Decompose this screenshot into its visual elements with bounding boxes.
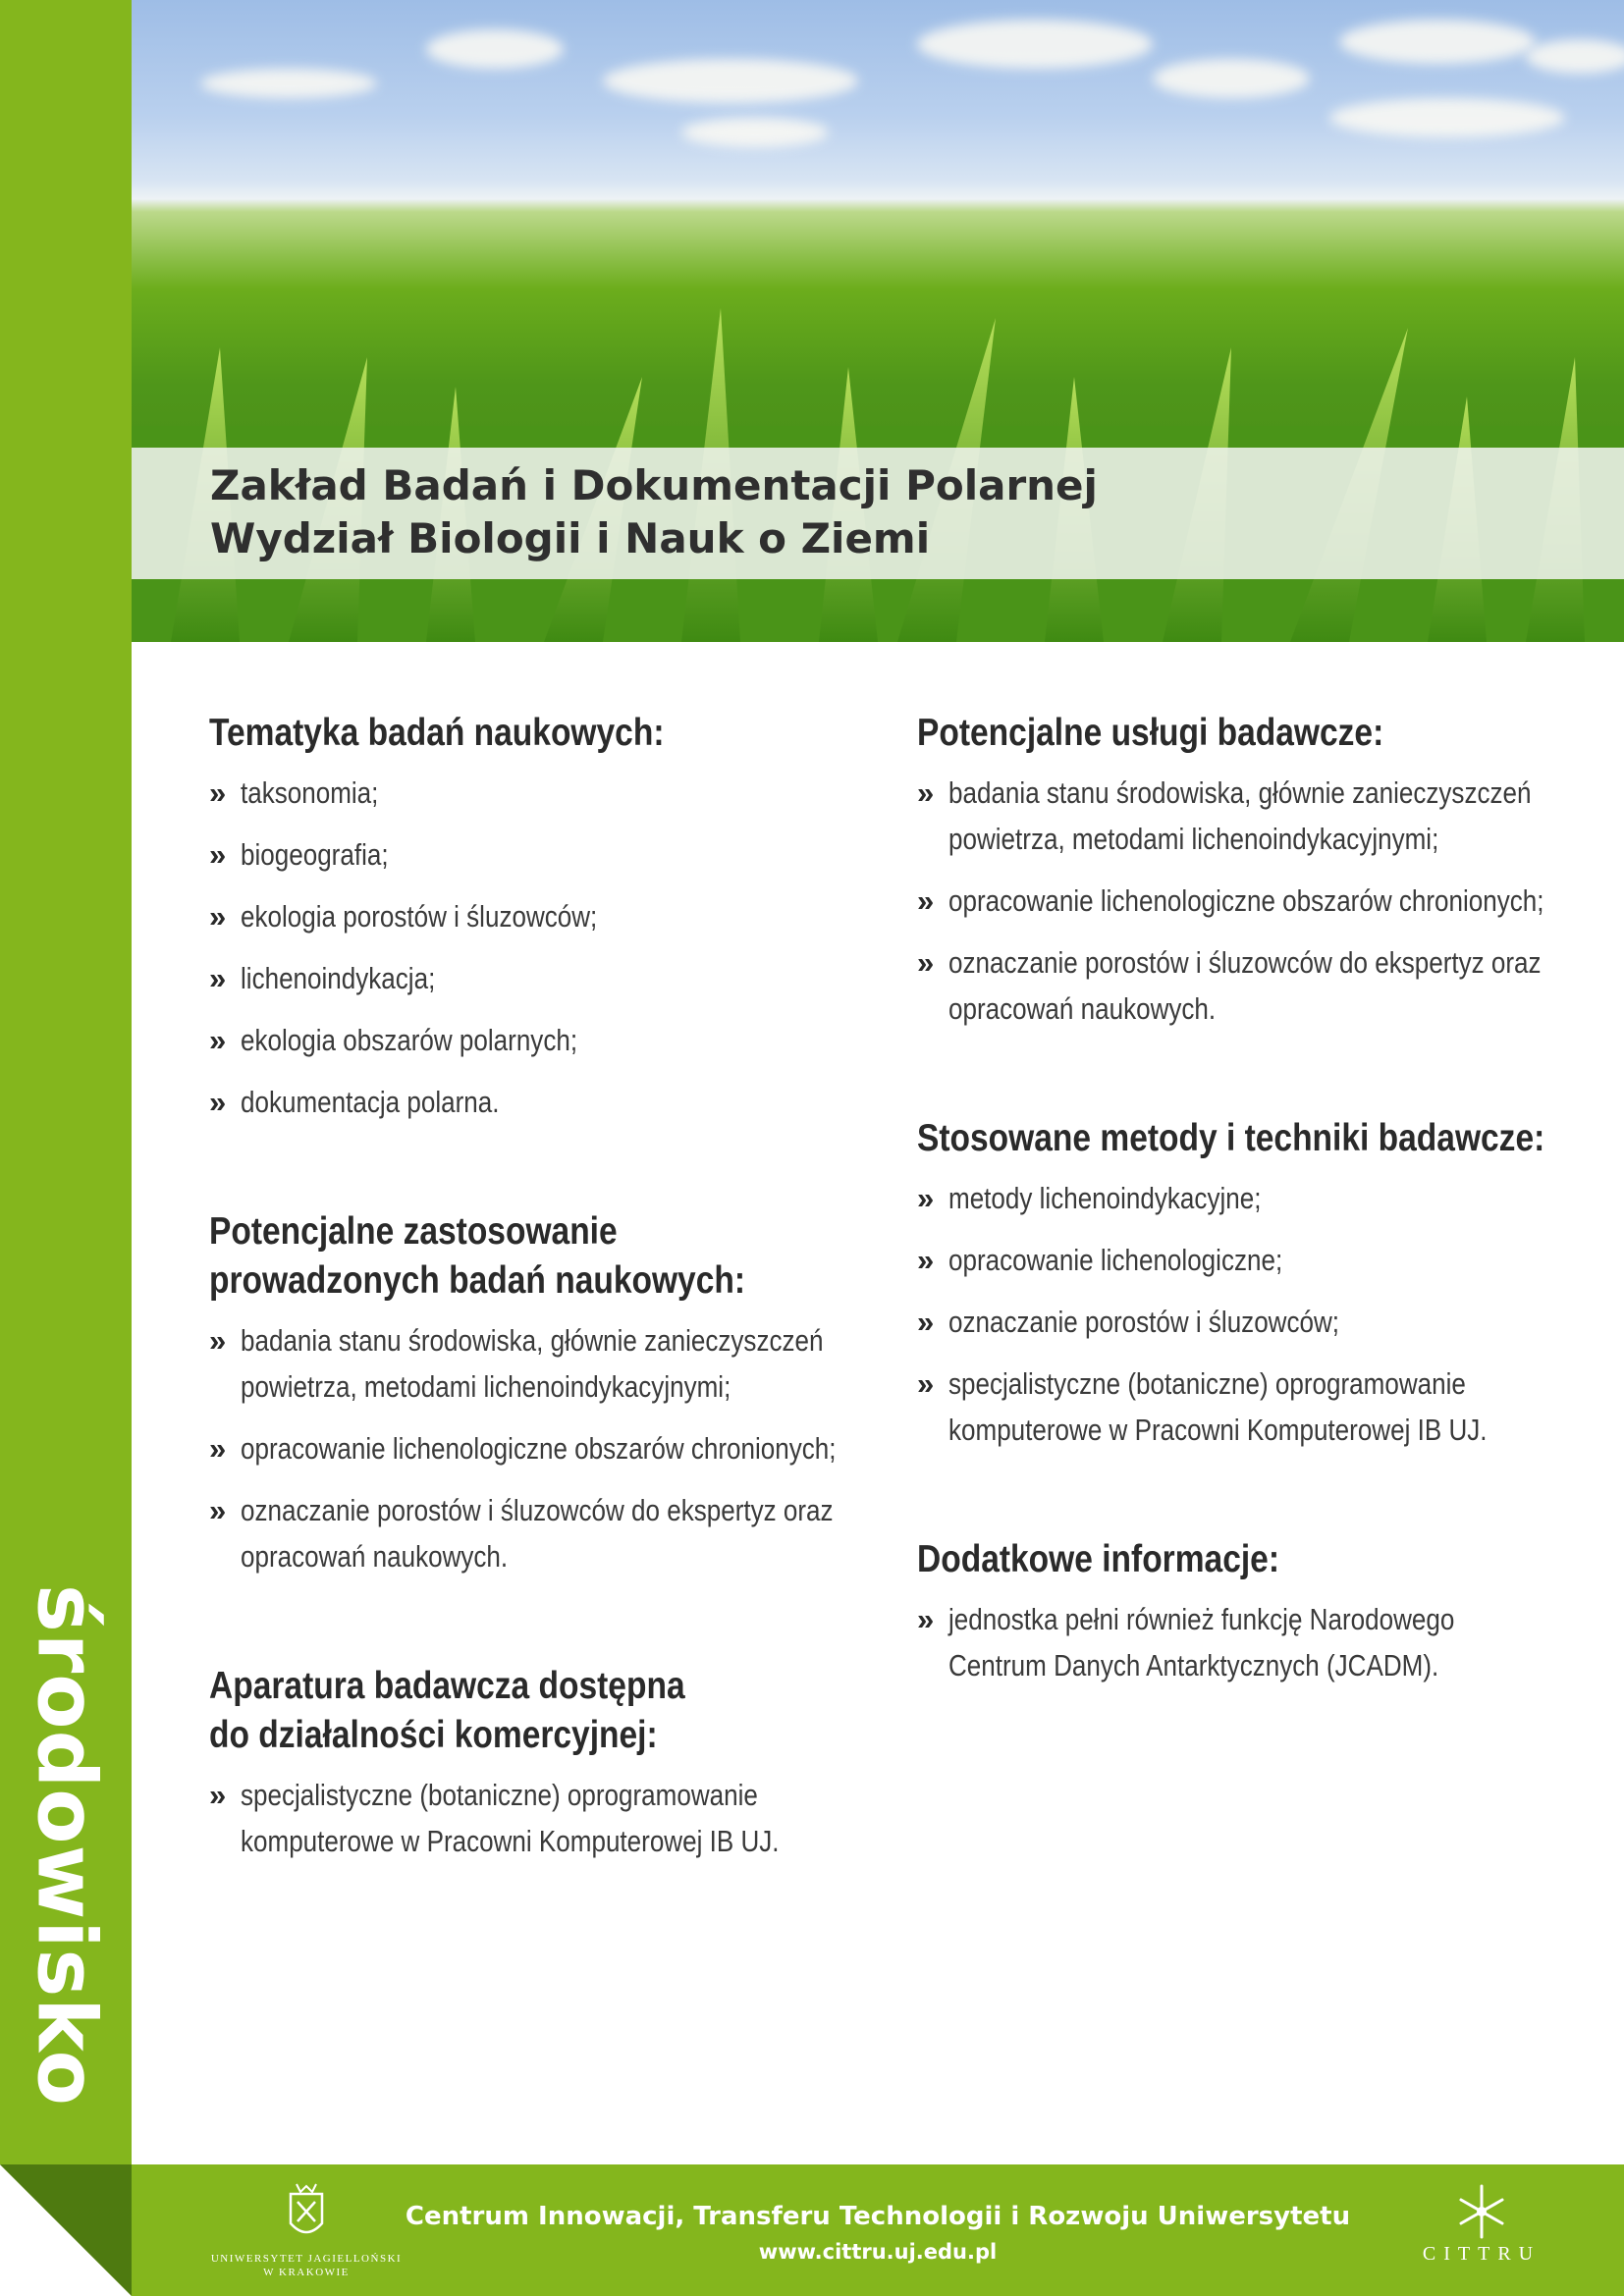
left-column [209, 709, 838, 1880]
bullet-icon: » [917, 1366, 935, 1401]
list-item: » jednostka pełni również funkcję Narodowego Centrum Danych Antarktycznych (JCADM). [917, 1596, 1545, 1688]
services-heading: Potencjalne usługi badawcze: [917, 712, 1384, 754]
bullet-icon: » [209, 837, 227, 872]
equipment-section [209, 1662, 838, 1864]
bullet-icon: » [917, 1602, 935, 1636]
list-item: » oznaczanie porostów i śluzowców do ekspertyz oraz opracowań naukowych. [917, 939, 1545, 1032]
cittru-star-icon [1398, 2182, 1565, 2241]
list-item: » badania stanu środowiska, głównie zanieczyszczeń powietrza, metodami lichenoindykacyjnymi; [917, 770, 1545, 862]
uj-logo [208, 2180, 405, 2282]
services-section [917, 709, 1545, 1032]
list-item: » opracowanie lichenologiczne obszarów chronionych; [917, 878, 1545, 924]
list-item: » opracowanie lichenologiczne; [917, 1237, 1545, 1283]
list-item: » lichenoindykacja; [209, 955, 838, 1001]
bullet-icon: » [209, 899, 227, 934]
list-item: » oznaczanie porostów i śluzowców; [917, 1299, 1545, 1345]
applications-section [209, 1207, 838, 1579]
cittru-logo [1398, 2182, 1565, 2280]
methods-heading: Stosowane metody i techniki badawcze: [917, 1117, 1545, 1159]
applications-heading: Potencjalne zastosowanie prowadzonych badań naukowych: [209, 1210, 746, 1302]
right-column [917, 709, 1545, 1704]
footer-url[interactable]: www.cittru.uj.edu.pl [758, 2240, 998, 2264]
bullet-icon: » [209, 1493, 227, 1527]
list-item: » ekologia porostów i śluzowców; [209, 893, 838, 939]
bullet-icon: » [917, 1243, 935, 1277]
list-item: » dokumentacja polarna. [209, 1079, 838, 1125]
additional-section [917, 1535, 1545, 1688]
equipment-heading: Aparatura badawcza dostępna do działalności komercyjnej: [209, 1665, 685, 1756]
page-title-line-1: Zakład Badań i Dokumentacji Polarnej [210, 461, 1098, 509]
bullet-icon: » [917, 945, 935, 980]
bullet-icon: » [917, 1181, 935, 1215]
list-item: » opracowanie lichenologiczne obszarów chronionych; [209, 1425, 838, 1471]
list-item: » biogeografia; [209, 831, 838, 878]
header-banner [132, 0, 1624, 642]
list-item: » ekologia obszarów polarnych; [209, 1017, 838, 1063]
footer-title: Centrum Innowacji, Transferu Technologii i Rozwoju Uniwersytetu [405, 2202, 1351, 2231]
bullet-icon: » [209, 775, 227, 810]
list-item: » oznaczanie porostów i śluzowców do ekspertyz oraz opracowań naukowych. [209, 1487, 838, 1579]
list-item: » specjalistyczne (botaniczne) oprogramowanie komputerowe w Pracowni Komputerowej IB UJ. [209, 1772, 838, 1864]
bullet-icon: » [209, 1431, 227, 1466]
page-title-line-2: Wydział Biologii i Nauk o Ziemi [210, 514, 931, 562]
cittru-logo-text: CITTRU [1422, 2243, 1542, 2265]
sidebar-label [0, 1571, 132, 2120]
bullet-icon: » [209, 1023, 227, 1057]
list-item: » specjalistyczne (botaniczne) oprogramowanie komputerowe w Pracowni Komputerowej IB UJ. [917, 1361, 1545, 1453]
bullet-icon: » [209, 1085, 227, 1119]
list-item: » metody lichenoindykacyjne; [917, 1175, 1545, 1221]
bullet-icon: » [209, 1323, 227, 1358]
bullet-icon: » [209, 1778, 227, 1812]
bullet-icon: » [917, 883, 935, 918]
research-topics-heading: Tematyka badań naukowych: [209, 712, 665, 754]
list-item: » taksonomia; [209, 770, 838, 816]
research-topics-section [209, 709, 838, 1125]
title-band [132, 448, 1624, 579]
bullet-icon: » [209, 961, 227, 995]
uj-name-line-1: UNIWERSYTET JAGIELLOŃSKI [210, 2253, 403, 2265]
methods-section [917, 1114, 1545, 1453]
uj-name-line-2: W KRAKOWIE [263, 2267, 350, 2278]
additional-heading: Dodatkowe informacje: [917, 1538, 1280, 1580]
bullet-icon: » [917, 1305, 935, 1339]
footer [132, 2164, 1624, 2296]
sidebar-label-text: środowisko [19, 1584, 113, 2107]
bullet-icon: » [917, 775, 935, 810]
list-item: » badania stanu środowiska, głównie zanieczyszczeń powietrza, metodami lichenoindykacyjnymi; [209, 1317, 838, 1410]
